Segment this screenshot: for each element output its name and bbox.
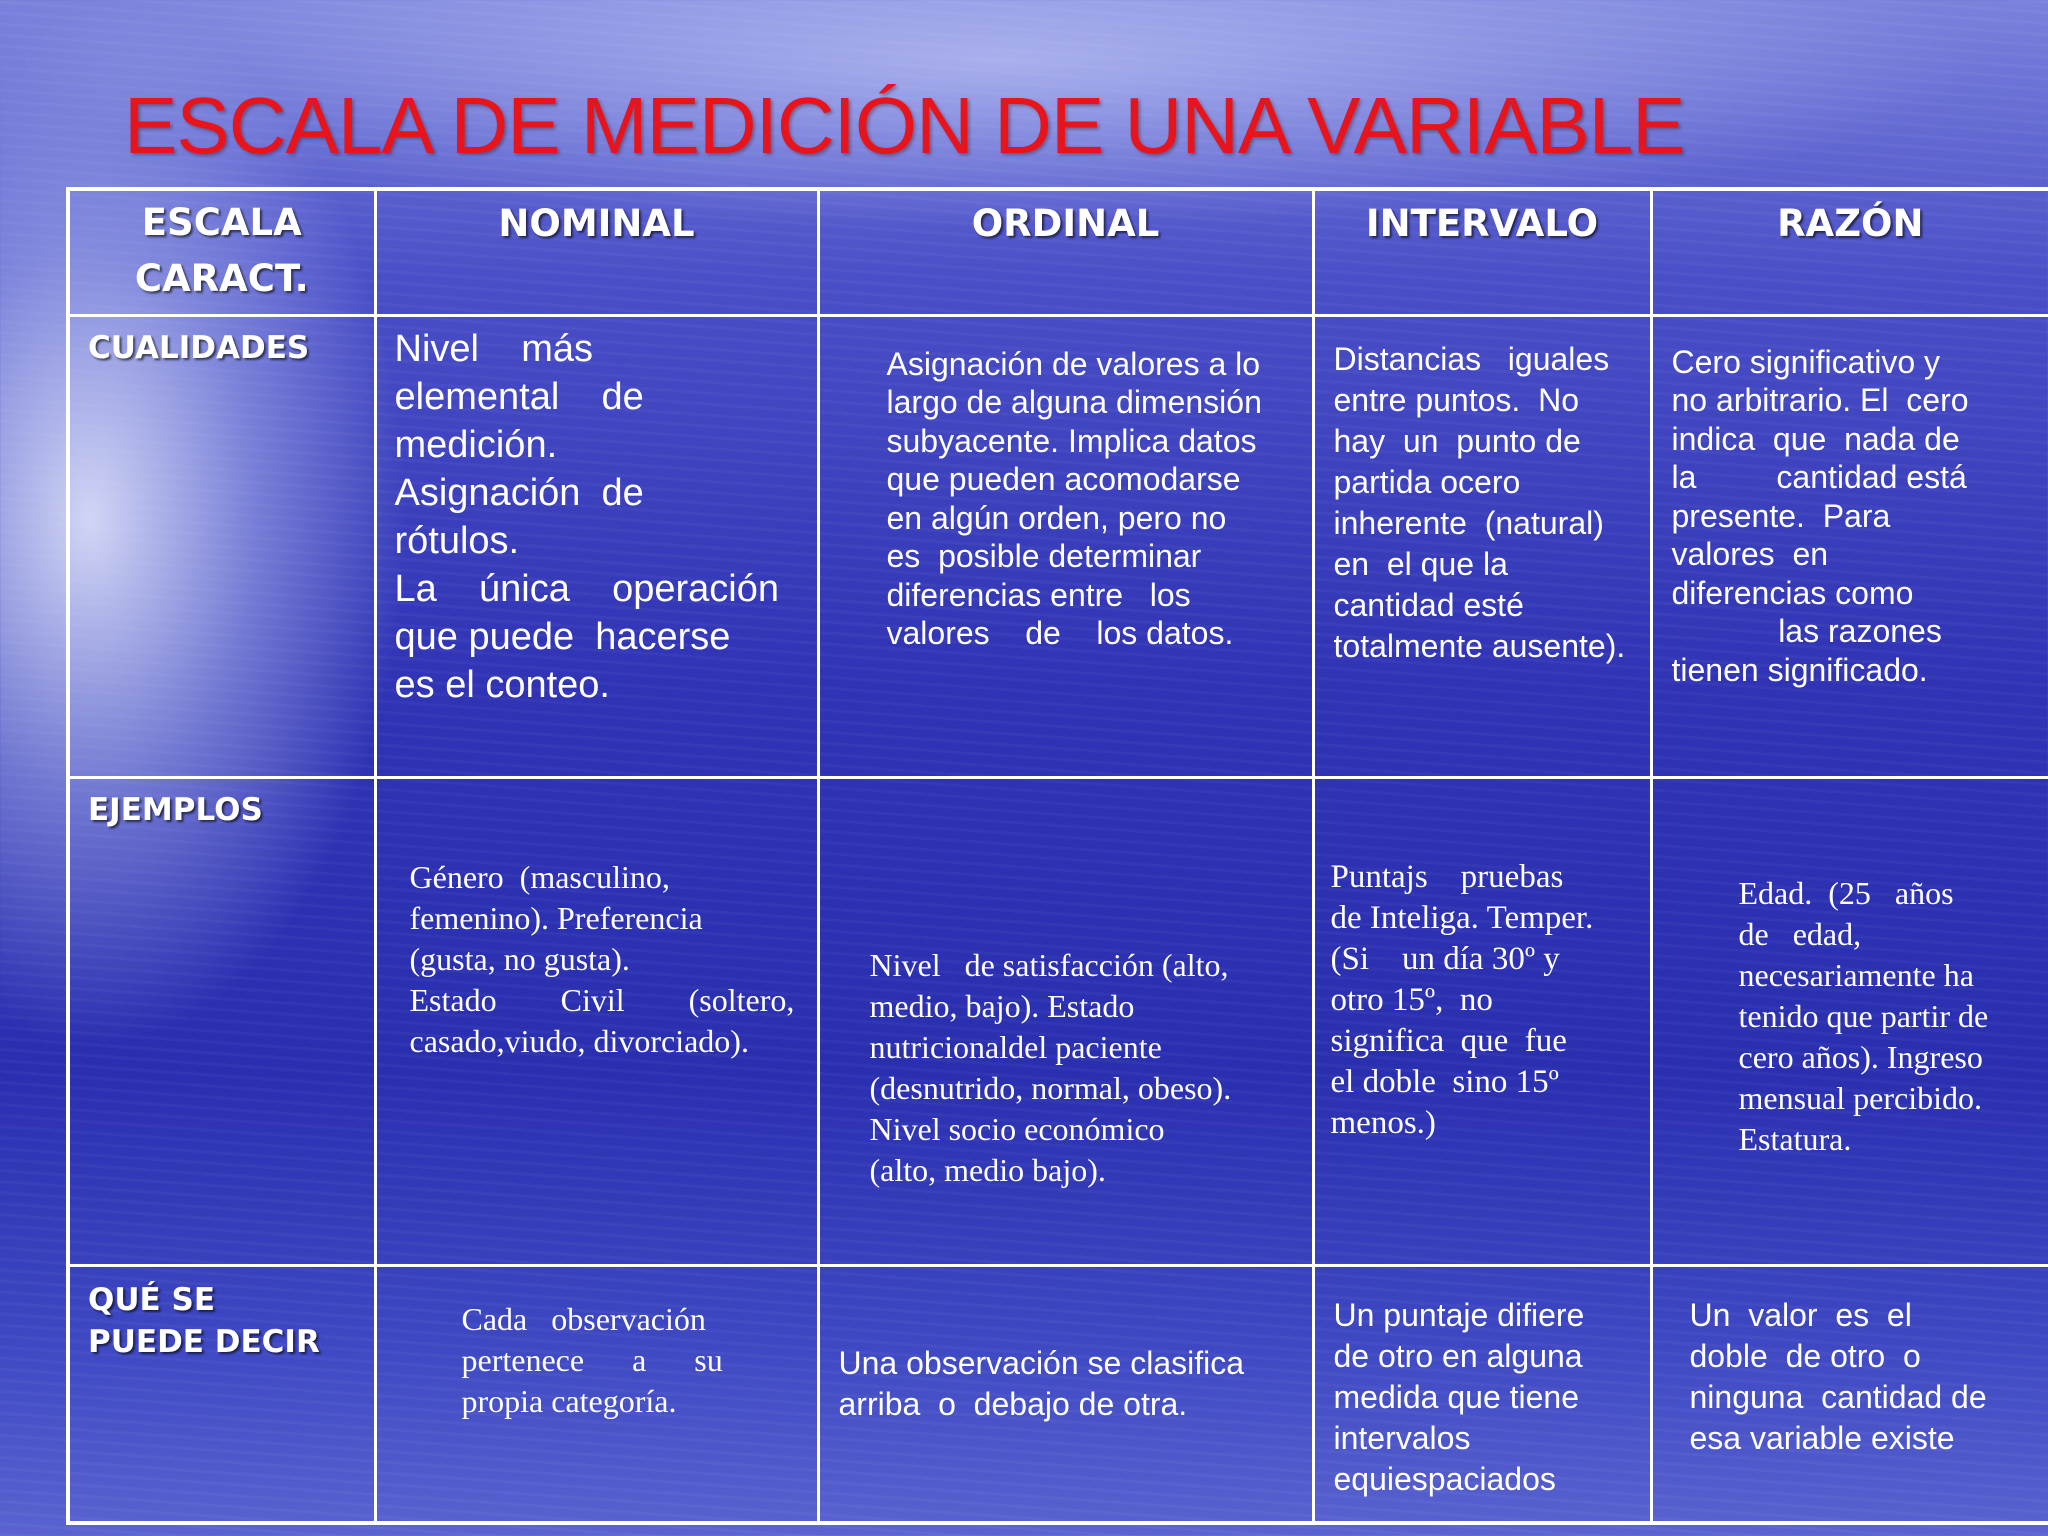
row-label-que-se: QUÉ SE [88, 1281, 215, 1318]
text-cualidades-ordinal: Asignación de valores a lo largo de alguna dimensión subyacente. Implica datos que pueden acomodarse en algún orden, pero no es posible determinar diferencias entre los valores de los datos. [886, 345, 1262, 651]
cell-ejemplos-nominal [375, 777, 818, 1265]
cell-ejemplos-intervalo [1313, 777, 1651, 1265]
header-nominal: NOMINAL [498, 202, 695, 245]
text-cualidades-razon: Cero significativo y no arbitrario. El cero indica que nada de la cantidad está presente. Para valores en diferencias como las razones tienen significado. [1671, 343, 1969, 688]
row-label-cell [68, 777, 375, 1265]
text-ejemplos-nominal: Género (masculino, femenino). Preferencia (gusta, no gusta). Estado Civil (soltero, casado,viudo, divorciado). [409, 858, 795, 1059]
text-ejemplos-razon: Edad. (25 años de edad, necesariamente ha tenido que partir de cero años). Ingreso mensual percibido. Estatura. [1738, 874, 1989, 1157]
row-label-cell [68, 1265, 375, 1523]
cell-cualidades-nominal [375, 315, 818, 777]
row-label-cell [68, 315, 375, 777]
row-cualidades [68, 315, 2048, 777]
header-ordinal: ORDINAL [971, 202, 1160, 245]
slide-title: ESCALA DE MEDICIÓN DE UNA VARIABLE [124, 81, 1685, 170]
cell-cualidades-intervalo [1313, 315, 1651, 777]
cell-cualidades-ordinal [818, 315, 1313, 777]
cell-decir-razon [1651, 1265, 2048, 1523]
header-ordinal-cell [818, 189, 1313, 315]
header-razon: RAZÓN [1777, 202, 1924, 245]
header-nominal-cell [375, 189, 818, 315]
header-row [68, 189, 2048, 315]
corner-header-caract: CARACT. [134, 257, 309, 300]
cell-decir-ordinal [818, 1265, 1313, 1523]
header-intervalo: INTERVALO [1365, 202, 1599, 245]
row-label-cualidades: CUALIDADES [88, 329, 310, 366]
cell-ejemplos-ordinal [818, 777, 1313, 1265]
text-decir-razon: Un valor es el doble de otro o ninguna cantidad de esa variable existe [1689, 1296, 1987, 1456]
corner-header-escala: ESCALA [141, 201, 302, 244]
row-label-ejemplos: EJEMPLOS [88, 791, 263, 828]
text-decir-nominal: Cada observación pertenece a su propia categoría. [461, 1300, 723, 1419]
measurement-scale-table [66, 187, 2048, 1525]
header-intervalo-cell [1313, 189, 1651, 315]
row-label-puede-decir: PUEDE DECIR [88, 1323, 320, 1360]
text-cualidades-nominal: Nivel más elemental de medición. Asignación de rótulos. La única operación que puede hacerse es el conteo. [394, 327, 779, 706]
header-razon-cell [1651, 189, 2048, 315]
text-ejemplos-intervalo: Puntajs pruebas de Inteliga. Temper. (Si un día 30º y otro 15º, no significa que fue el doble sino 15º menos.) [1330, 858, 1594, 1141]
cell-cualidades-razon [1651, 315, 2048, 777]
text-decir-intervalo: Un puntaje difiere de otro en alguna medida que tiene intervalos equiespaciados [1333, 1296, 1585, 1497]
text-cualidades-intervalo: Distancias iguales entre puntos. No hay un punto de partida ocero inherente (natural) en el que la cantidad esté totalmente ausente). [1333, 340, 1626, 664]
cell-decir-intervalo [1313, 1265, 1651, 1523]
row-que-se-puede-decir [68, 1265, 2048, 1523]
row-ejemplos [68, 777, 2048, 1265]
cell-ejemplos-razon [1651, 777, 2048, 1265]
text-decir-ordinal: Una observación se clasifica arriba o debajo de otra. [838, 1344, 1245, 1422]
text-ejemplos-ordinal: Nivel de satisfacción (alto, medio, bajo). Estado nutricionaldel paciente (desnutrido, normal, obeso). Nivel socio económico (alto, medio bajo). [869, 946, 1232, 1188]
cell-decir-nominal [375, 1265, 818, 1523]
corner-header-cell [68, 189, 375, 315]
